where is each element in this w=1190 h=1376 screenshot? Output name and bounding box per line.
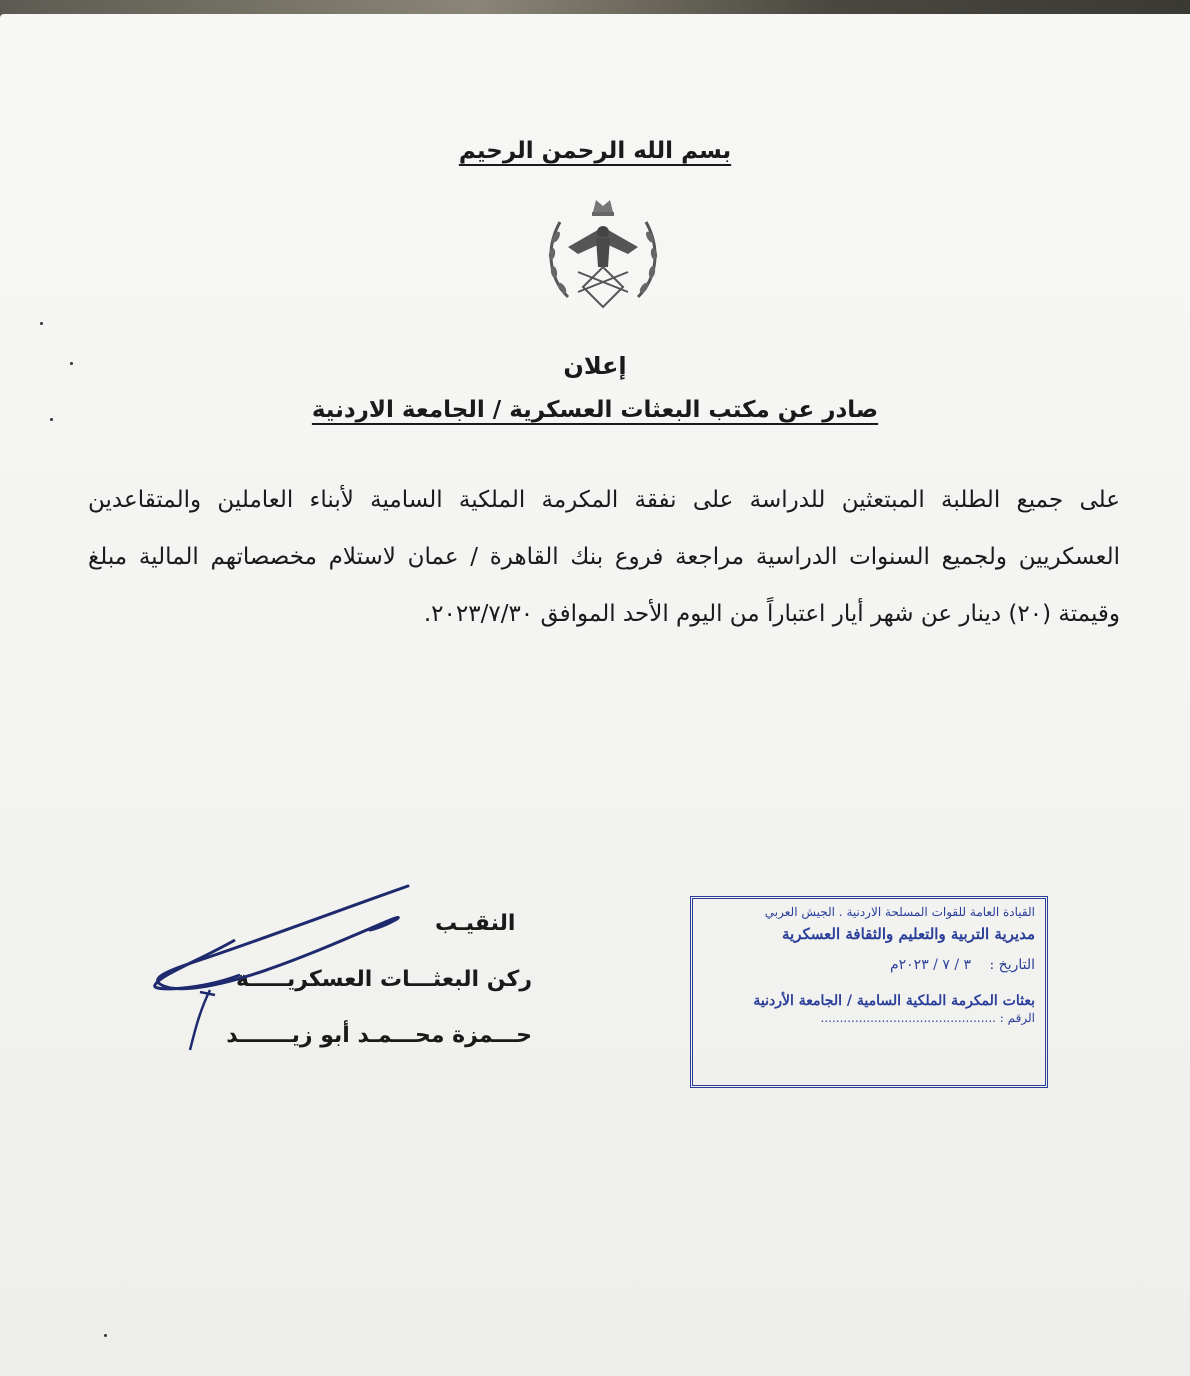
stamp-line-directorate: مديرية التربية والتعليم والثقافة العسكرية xyxy=(782,925,1035,943)
stamp-line-missions: بعثات المكرمة الملكية السامية / الجامعة الأردنية xyxy=(753,993,1035,1009)
official-stamp xyxy=(690,896,1048,1088)
stamp-ref-row xyxy=(703,1011,1035,1025)
armed-forces-emblem-icon xyxy=(538,192,668,322)
signatory-rank: النقيـب xyxy=(435,911,516,936)
signatory-name: حـــمزة محـــمـد أبو زيـــــــد xyxy=(226,1023,532,1048)
stamp-ref-label: الرقم : xyxy=(999,1011,1035,1025)
stamp-ref-dots: .............................................. xyxy=(820,1011,996,1025)
signatory-position: ركن البعثـــات العسكريـــــة xyxy=(236,967,532,992)
paper-speck xyxy=(70,362,73,365)
stamp-date-value: ٣ / ٧ / ٢٠٢٣م xyxy=(889,957,972,973)
stamp-line-command: القيادة العامة للقوات المسلحة الاردنية . الجيش العربي xyxy=(764,905,1035,919)
issuer-text: صادر عن مكتب البعثات العسكرية / الجامعة الاردنية xyxy=(311,397,879,423)
handwritten-signature-icon xyxy=(140,880,420,1060)
paper-speck xyxy=(40,322,43,325)
basmala-heading xyxy=(0,138,1190,164)
issuer-heading xyxy=(0,397,1190,423)
paper-speck xyxy=(104,1334,107,1337)
stamp-date-label: التاريخ : xyxy=(989,957,1035,973)
announcement-title: إعلان xyxy=(563,352,627,380)
announcement-body: على جميع الطلبة المبتعثين للدراسة على نفقة المكرمة الملكية السامية لأبناء العاملين والمتقاعدين العسكريين ولجميع السنوات الدراسية مراجعة فروع بنك القاهرة / عمان لاستلام مخصصاتهم المالية مبلغ وقيمتة (٢٠) دينار عن شهر أيار اعتباراً من اليوم الأحد الموافق ٢٠٢٣/٧/٣٠. xyxy=(88,487,1120,627)
basmala-text: بسم الله الرحمن الرحيم xyxy=(458,138,732,164)
paper-speck xyxy=(50,418,53,421)
stamp-date-row xyxy=(703,957,1035,973)
